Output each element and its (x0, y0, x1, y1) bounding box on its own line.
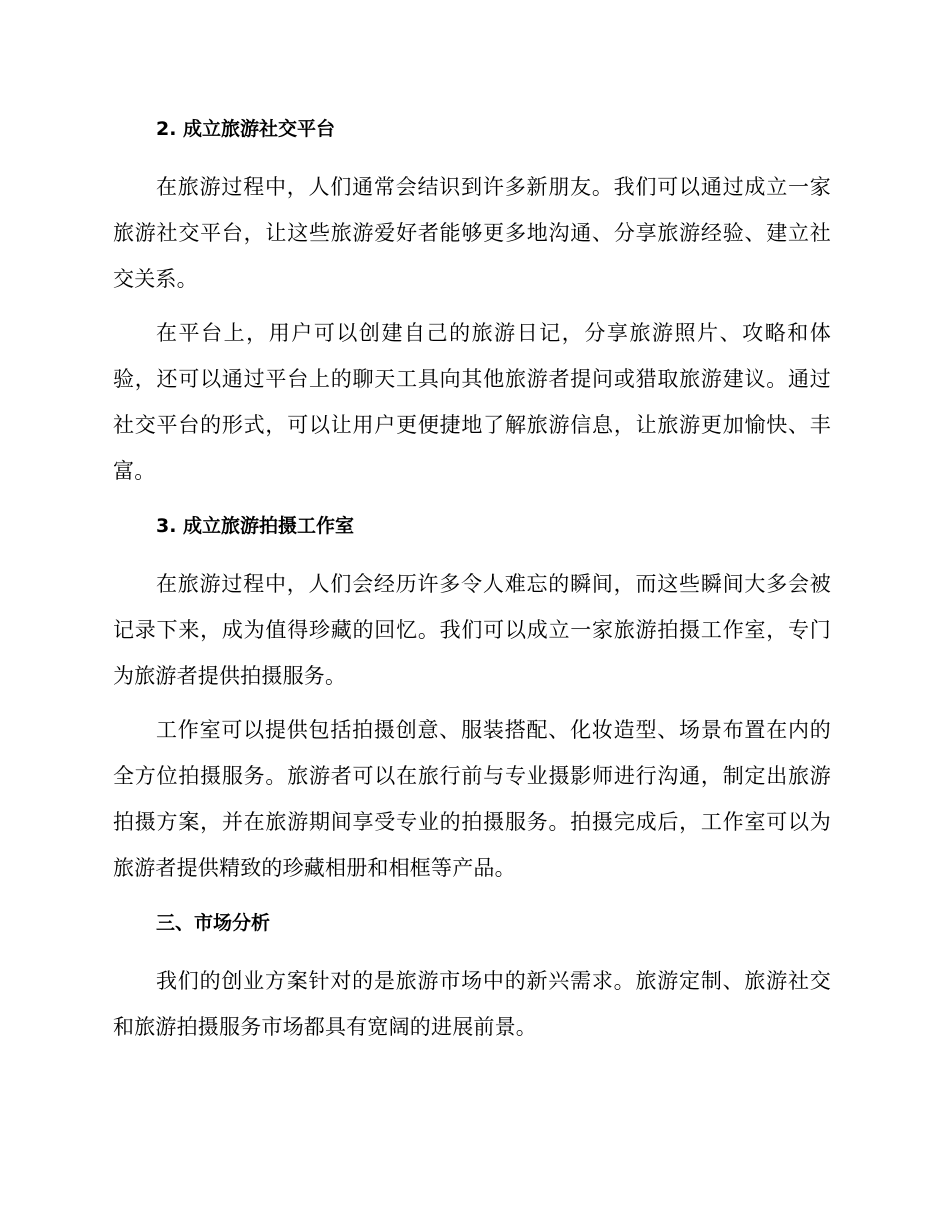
section-heading-social-platform: 2. 成立旅游社交平台 (156, 118, 336, 140)
paragraph: 在平台上，用户可以创建自己的旅游日记，分享旅游照片、攻略和体验，还可以通过平台上的聊天工具向其他旅游者提问或猎取旅游建议。通过社交平台的形式，可以让用户更便捷地了解旅游信息，让旅游更加愉快、丰富。 (113, 321, 831, 483)
paragraph: 我们的创业方案针对的是旅游市场中的新兴需求。旅游定制、旅游社交和旅游拍摄服务市场都具有宽阔的进展前景。 (113, 969, 831, 1039)
paragraph: 工作室可以提供包括拍摄创意、服装搭配、化妆造型、场景布置在内的全方位拍摄服务。旅游者可以在旅行前与专业摄影师进行沟通，制定出旅游拍摄方案，并在旅游期间享受专业的拍摄服务。拍摄完成后，工作室可以为旅游者提供精致的珍藏相册和相框等产品。 (113, 718, 831, 880)
paragraph: 在旅游过程中，人们通常会结识到许多新朋友。我们可以通过成立一家旅游社交平台，让这些旅游爱好者能够更多地沟通、分享旅游经验、建立社交关系。 (113, 175, 831, 291)
paragraph: 在旅游过程中，人们会经历许多令人难忘的瞬间，而这些瞬间大多会被记录下来，成为值得珍藏的回忆。我们可以成立一家旅游拍摄工作室，专门为旅游者提供拍摄服务。 (113, 572, 831, 688)
section-heading-photo-studio: 3. 成立旅游拍摄工作室 (156, 515, 355, 537)
section-heading-market-analysis: 三、市场分析 (156, 912, 271, 934)
